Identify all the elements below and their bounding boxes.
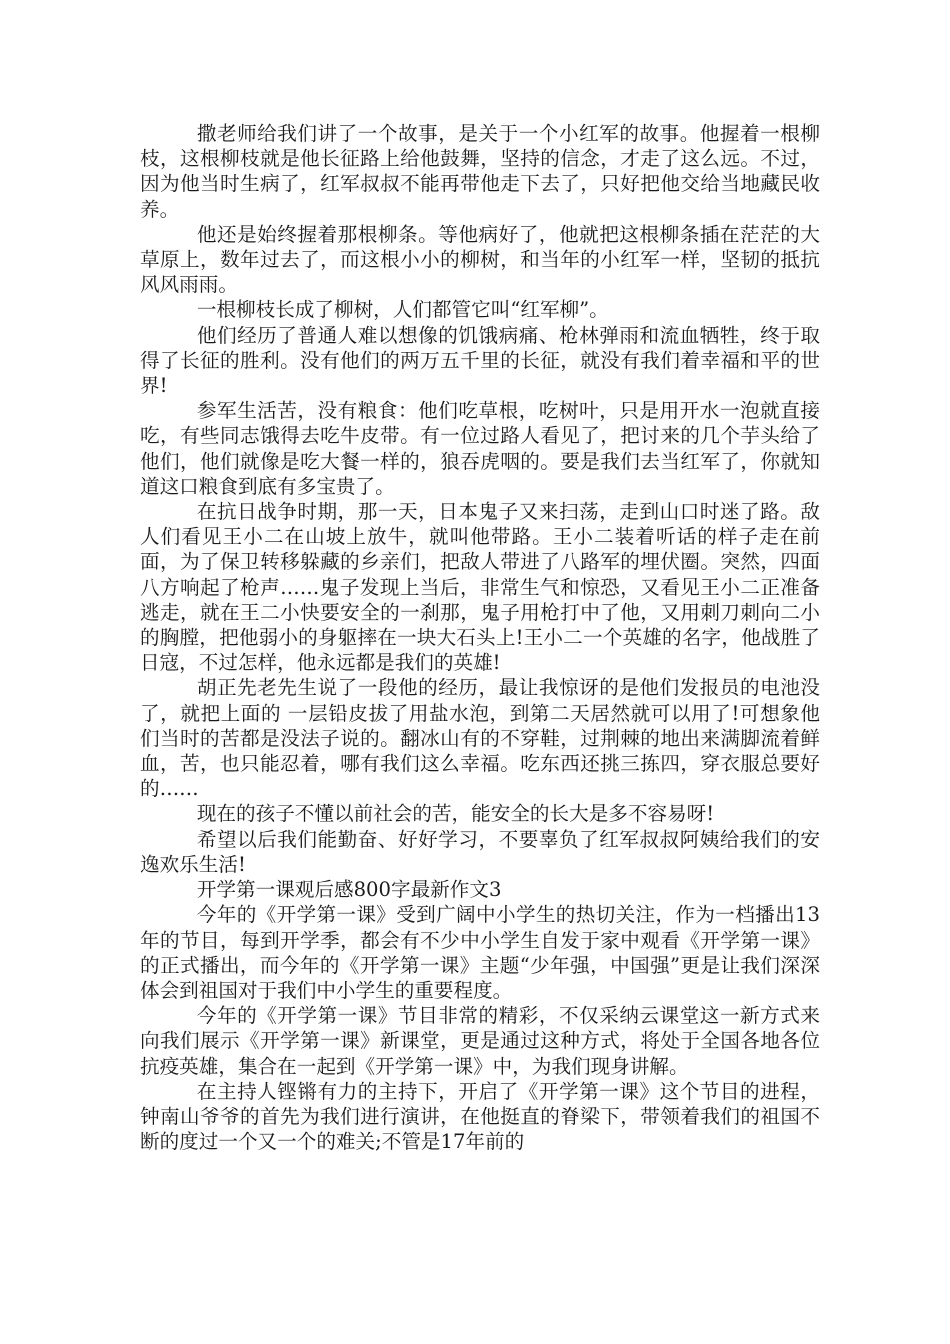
section-heading: 开学第一课观后感800字最新作文3 (196, 878, 502, 902)
paragraph-5: 参军生活苦，没有粮食：他们吃草根，吃树叶，只是用开水一泡就直接吃，有些同志饿得去吃牛皮带。有一位过路人看见了，把讨来的几个芋头给了他们，他们就像是吃大餐一样的，狼吞虎咽的。要是我们去当红军了，你就知道这口粮食到底有多宝贵了。 (140, 399, 820, 498)
paragraph-12: 今年的《开学第一课》节目非常的精彩，不仅采纳云课堂这一新方式来向我们展示《开学第一课》新课堂，更是通过这种方式，将处于全国各地各位抗疫英雄，集合在一起到《开学第一课》中，为我们现身讲解。 (140, 1004, 820, 1078)
paragraph-11: 今年的《开学第一课》受到广阔中小学生的热切关注，作为一档播出13年的节目，每到开学季，都会有不少中小学生自发于家中观看《开学第一课》的正式播出，而今年的《开学第一课》主题“少年强，中国强”更是让我们深深体会到祖国对于我们中小学生的重要程度。 (140, 903, 820, 1002)
paragraph-3: 一根柳枝长成了柳树，人们都管它叫“红军柳”。 (196, 298, 609, 322)
paragraph-9: 希望以后我们能勤奋、好好学习，不要辜负了红军叔叔阿姨给我们的安逸欢乐生活! (140, 827, 820, 876)
paragraph-2: 他还是始终握着那根柳条。等他病好了，他就把这根柳条插在茫茫的大草原上，数年过去了，而这根小小的柳树，和当年的小红军一样，坚韧的抵抗风风雨雨。 (140, 222, 820, 297)
paragraph-6: 在抗日战争时期，那一天，日本鬼子又来扫荡，走到山口时迷了路。敌人们看见王小二在山坡上放牛，就叫他带路。王小二装着听话的样子走在前面，为了保卫转移躲藏的乡亲们，把敌人带进了八路军的埋伏圈。突然，四面八方响起了枪声……鬼子发现上当后，非常生气和惊恐，又看见王小二正准备逃走，就在王二小快要安全的一刹那，鬼子用枪打中了他，又用刺刀刺向二小的胸膛，把他弱小的身躯摔在一块大石头上!王小二一个英雄的名字，他战胜了日寇，不过怎样，他永远都是我们的英雄! (140, 500, 820, 675)
paragraph-7: 胡正先老先生说了一段他的经历，最让我惊讶的是他们发报员的电池没了，就把上面的 一层铅皮拔了用盐水泡，到第二天居然就可以用了!可想象他们当时的苦都是没法子说的。翻冰山有的不穿鞋，过荆棘的地出来满脚流着鲜血，苦，也只能忍着，哪有我们这么幸福。吃东西还挑三拣四，穿衣服总要好的…… (140, 676, 820, 801)
paragraph-8: 现在的孩子不懂以前社会的苦，能安全的长大是多不容易呀! (196, 802, 715, 826)
paragraph-13: 在主持人铿锵有力的主持下，开启了《开学第一课》这个节目的进程，钟南山爷爷的首先为我们进行演讲，在他挺直的脊梁下，带领着我们的祖国不断的度过一个又一个的难关;不管是17年前的 (140, 1079, 820, 1154)
paragraph-4: 他们经历了普通人难以想像的饥饿病痛、枪林弹雨和流血牺牲，终于取得了长征的胜利。没有他们的两万五千里的长征，就没有我们着幸福和平的世界! (140, 323, 820, 398)
document-body (140, 121, 820, 1154)
paragraph-1: 撒老师给我们讲了一个故事，是关于一个小红军的故事。他握着一根柳枝，这根柳枝就是他长征路上给他鼓舞，坚持的信念，才走了这么远。不过，因为他当时生病了，红军叔叔不能再带他走下去了，只好把他交给当地藏民收养。 (140, 122, 820, 221)
